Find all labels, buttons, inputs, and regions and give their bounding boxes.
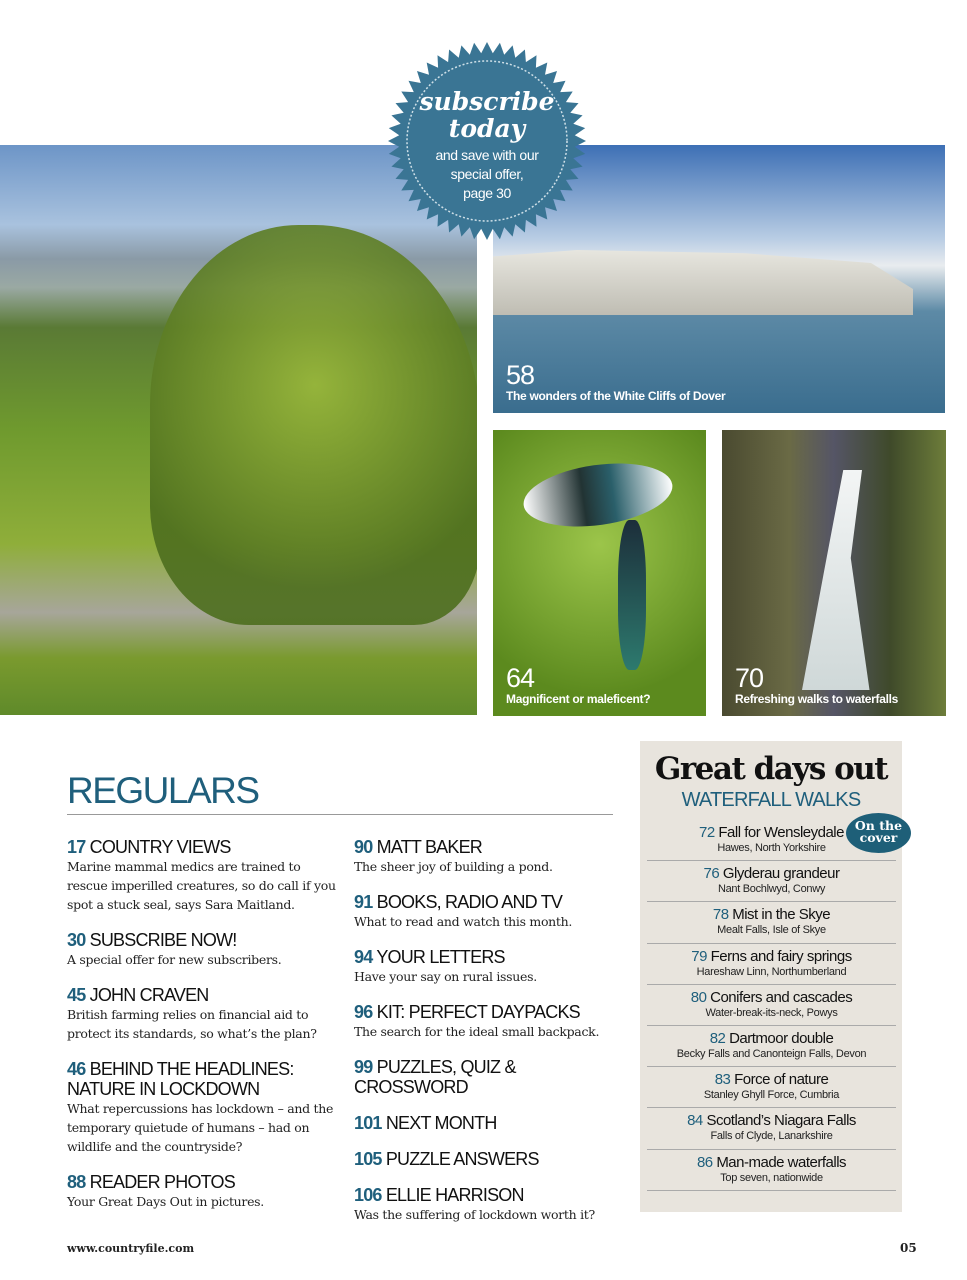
entry-title [354, 1149, 624, 1169]
entry-title [354, 1002, 624, 1022]
item-title [647, 1071, 896, 1088]
entry-heading: ELLIE HARRISON [385, 1185, 524, 1205]
entry-page: 96 [354, 1002, 373, 1022]
waterfall-item[interactable] [647, 985, 896, 1026]
item-title [647, 865, 896, 882]
item-location: Nant Bochlwyd, Conwy [717, 883, 826, 896]
great-days-out-panel [640, 741, 902, 1212]
item-heading: Fall for Wensleydale [718, 824, 844, 841]
item-heading: Dartmoor double [729, 1029, 834, 1047]
waterfall-item[interactable] [647, 944, 896, 985]
entry-page: 46 [67, 1059, 86, 1079]
contents-entry[interactable] [354, 1185, 624, 1224]
item-heading: Force of nature [734, 1071, 829, 1089]
item-page: 82 [709, 1029, 726, 1047]
badge-text: cover [859, 830, 898, 845]
entry-title [67, 837, 337, 857]
entry-heading: MATT BAKER [376, 837, 482, 857]
entry-page: 45 [67, 985, 86, 1005]
entry-page: 17 [67, 837, 86, 857]
subscribe-badge[interactable] [388, 42, 586, 240]
item-page: 86 [696, 1153, 713, 1171]
entry-heading: YOUR LETTERS [376, 947, 505, 967]
photo-page-number: 64 [506, 663, 535, 693]
entry-page: 90 [354, 837, 373, 857]
entry-page: 105 [354, 1149, 382, 1169]
item-page: 76 [703, 865, 720, 883]
footer-url[interactable]: www.countryfile.com [67, 1242, 195, 1255]
item-heading: Man-made waterfalls [716, 1153, 847, 1171]
entry-title [67, 1059, 337, 1099]
item-page: 83 [714, 1071, 731, 1089]
entry-heading: JOHN CRAVEN [89, 985, 209, 1005]
contents-entry[interactable] [67, 985, 337, 1043]
entry-title [354, 947, 624, 967]
contents-entry[interactable] [354, 1149, 624, 1169]
entry-title [354, 1185, 624, 1205]
item-location: Top seven, nationwide [720, 1171, 823, 1184]
panel-subtitle: WATERFALL WALKS [681, 789, 861, 811]
photo-caption: Magnificent or maleficent? [506, 692, 651, 706]
entry-heading: KIT: PERFECT DAYPACKS [376, 1002, 580, 1022]
contents-entry[interactable] [67, 1059, 337, 1156]
entry-page: 91 [354, 892, 373, 912]
entry-description: Your Great Days Out in pictures. [67, 1194, 264, 1209]
waterfall-photo[interactable] [722, 430, 946, 716]
contents-entry[interactable] [67, 1172, 337, 1211]
entry-description: Have your say on rural issues. [354, 969, 537, 984]
item-location: Hawes, North Yorkshire [717, 842, 826, 854]
contents-entry[interactable] [354, 947, 624, 986]
entry-description: What repercussions has lockdown – and the temporary quietude of humans – had on wildlife and the countryside? [67, 1101, 334, 1154]
photo-page-number: 58 [506, 360, 535, 390]
waterfall-item[interactable] [647, 1026, 896, 1067]
entry-title [354, 1113, 624, 1133]
on-the-cover-badge [846, 813, 911, 853]
item-location: Stanley Ghyll Force, Cumbria [703, 1089, 840, 1102]
item-page: 78 [712, 906, 729, 924]
entry-title [354, 837, 624, 857]
entry-title [354, 892, 624, 912]
entry-title [67, 985, 337, 1005]
contents-entry[interactable] [354, 837, 624, 876]
waterfall-item[interactable] [647, 861, 896, 902]
item-title [647, 1112, 896, 1129]
photo-caption: The wonders of the White Cliffs of Dover [506, 389, 726, 403]
entry-title [354, 1057, 624, 1097]
page-number: 05 [900, 1241, 917, 1255]
photo-caption: Refreshing walks to waterfalls [735, 692, 899, 706]
item-location: Becky Falls and Canonteign Falls, Devon [676, 1047, 867, 1060]
waterfall-item[interactable] [647, 1067, 896, 1108]
item-heading: Ferns and fairy springs [710, 947, 852, 965]
regulars-left-column [67, 837, 337, 1227]
item-location: Water-break-its-neck, Powys [705, 1006, 838, 1019]
item-title [647, 1154, 896, 1171]
entry-description: Marine mammal medics are trained to rescue imperilled creatures, so do call if you spot a stuck seal, says Sara Maitland. [67, 859, 336, 912]
magpie-photo[interactable] [493, 430, 706, 716]
photo-page-number: 70 [735, 663, 764, 693]
regulars-heading: REGULARS [67, 770, 259, 811]
entry-heading: BOOKS, RADIO AND TV [376, 892, 563, 912]
entry-description: The sheer joy of building a pond. [354, 859, 553, 874]
entry-description: A special offer for new subscribers. [67, 952, 282, 967]
entry-title [67, 1172, 337, 1192]
entry-heading: PUZZLES, QUIZ & CROSSWORD [354, 1057, 516, 1097]
item-title [647, 906, 896, 923]
entry-heading: READER PHOTOS [89, 1172, 235, 1192]
item-page: 84 [687, 1112, 703, 1130]
entry-heading: PUZZLE ANSWERS [385, 1149, 539, 1169]
item-heading: Glyderau grandeur [722, 865, 840, 883]
waterfall-list [647, 820, 896, 1191]
badge-title: subscribe [419, 87, 555, 116]
waterfall-item[interactable] [647, 1150, 896, 1191]
regulars-right-column [354, 837, 624, 1240]
entry-page: 99 [354, 1057, 373, 1077]
item-heading: Mist in the Skye [732, 906, 831, 924]
entry-description: What to read and watch this month. [354, 914, 573, 929]
item-page: 79 [691, 947, 707, 965]
entry-description: The search for the ideal small backpack. [354, 1024, 600, 1039]
entry-title [67, 930, 337, 950]
entry-page: 106 [354, 1185, 382, 1205]
contents-entry[interactable] [354, 1002, 624, 1041]
entry-description: British farming relies on financial aid to protect its standards, so what’s the plan? [67, 1007, 317, 1041]
panel-title: Great days out [654, 751, 888, 787]
entry-page: 30 [67, 930, 86, 950]
item-page: 80 [690, 988, 707, 1006]
waterfall-item[interactable] [647, 1108, 896, 1149]
entry-heading: COUNTRY VIEWS [89, 837, 231, 857]
waterfall-item[interactable] [647, 902, 896, 943]
entry-heading: SUBSCRIBE NOW! [89, 930, 237, 950]
divider [67, 814, 613, 815]
badge-line: and save with our [435, 147, 539, 163]
contents-entry[interactable] [354, 1113, 624, 1133]
item-location: Falls of Clyde, Lanarkshire [710, 1130, 833, 1143]
badge-title-2: today [448, 114, 526, 143]
item-title [647, 948, 896, 965]
item-location: Hareshaw Linn, Northumberland [696, 965, 847, 978]
item-title [647, 989, 896, 1006]
contents-entry[interactable] [67, 837, 337, 914]
contents-entry[interactable] [67, 930, 337, 969]
contents-entry[interactable] [354, 1057, 624, 1097]
item-heading: Scotland’s Niagara Falls [706, 1112, 856, 1130]
badge-text: On the [854, 818, 903, 833]
entry-page: 94 [354, 947, 373, 967]
entry-page: 88 [67, 1172, 86, 1192]
item-heading: Conifers and cascades [710, 988, 853, 1006]
entry-description: Was the suffering of lockdown worth it? [354, 1207, 595, 1222]
badge-line: page 30 [463, 185, 511, 201]
badge-line: special offer, [450, 166, 524, 182]
entry-page: 101 [354, 1113, 382, 1133]
entry-heading: NEXT MONTH [385, 1113, 497, 1133]
item-location: Mealt Falls, Isle of Skye [717, 924, 826, 937]
item-title [647, 1030, 896, 1047]
contents-entry[interactable] [354, 892, 624, 931]
item-page: 72 [699, 824, 715, 841]
entry-heading: BEHIND THE HEADLINES: NATURE IN LOCKDOWN [67, 1059, 294, 1099]
